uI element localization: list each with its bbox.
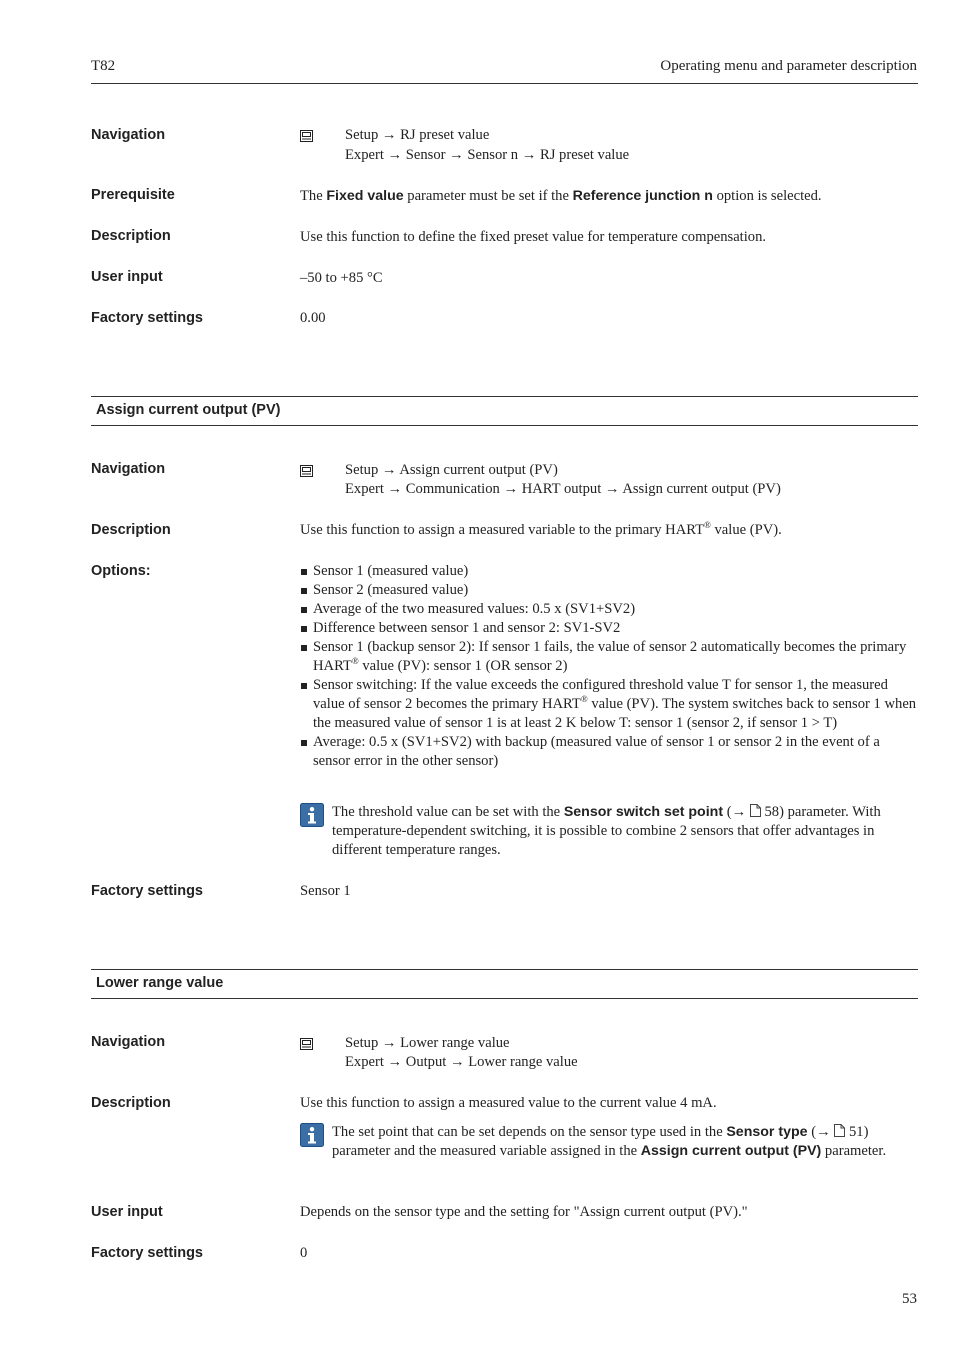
lr-description-label: Description [91,1095,171,1111]
rj-prerequisite-text: The Fixed value parameter must be set if the Reference junction n option is selected. [300,188,822,204]
list-item: Sensor 1 (backup sensor 2): If sensor 1 fails, the value of sensor 2 automatically becomes the primary HART® value (PV): sensor 1 (OR sensor 2) [300,638,918,676]
ao-nav-path-setup: Setup → Assign current output (PV) [345,462,558,478]
device-menu-icon [300,1038,313,1050]
rj-factory-value: 0.00 [300,310,326,326]
lr-nav-path-expert: Expert → Output → Lower range value [345,1054,578,1070]
list-item: Sensor 1 (measured value) [300,562,918,581]
rj-user-input-label: User input [91,269,163,285]
header-chapter: Operating menu and parameter description [660,58,917,74]
page-reference-icon [750,804,761,817]
section-assign-current-output [91,396,918,426]
ao-description-text: Use this function to assign a measured variable to the primary HART® value (PV). [300,520,782,538]
ao-factory-value: Sensor 1 [300,883,351,899]
lr-factory-value: 0 [300,1245,308,1261]
rj-description-text: Use this function to define the fixed preset value for temperature compensation. [300,229,767,245]
ao-options-label: Options: [91,563,151,579]
section-title: Assign current output (PV) [96,402,281,418]
lr-info-note: The set point that can be set depends on the sensor type used in the Sensor type (→ 51) parameter and the measured variable assigned in the Assign current output (PV) parameter. [332,1124,887,1159]
lr-nav-path-setup: Setup → Lower range value [345,1035,510,1051]
rj-factory-label: Factory settings [91,310,203,326]
ao-navigation-label: Navigation [91,461,166,477]
lr-user-input-label: User input [91,1204,163,1220]
rj-user-input-value: –50 to +85 °C [300,270,383,286]
list-item: Sensor switching: If the value exceeds the configured threshold value T for sensor 1, the measured value of sensor 2 becomes the primary HART® value (PV). The system switches back to sensor 1 when the measured value of sensor 1 is at least 2 K below T: sensor 1 (sensor 2, if sensor 1 > T) [300,676,918,733]
ao-nav-path-expert: Expert → Communication → HART output → Assign current output (PV) [345,481,781,497]
rj-prerequisite-label: Prerequisite [91,187,175,203]
page-number: 53 [902,1291,917,1307]
page-reference-icon [834,1124,845,1137]
lr-user-input-value: Depends on the sensor type and the setting for "Assign current output (PV)." [300,1204,748,1220]
section-title: Lower range value [96,975,224,991]
header-product: T82 [91,58,116,74]
lr-navigation-label: Navigation [91,1034,166,1050]
info-icon [300,803,324,827]
lr-factory-label: Factory settings [91,1245,203,1261]
list-item: Average: 0.5 x (SV1+SV2) with backup (measured value of sensor 1 or sensor 2 in the event of a sensor error in the other sensor) [300,733,918,771]
list-item: Sensor 2 (measured value) [300,581,918,600]
ao-factory-label: Factory settings [91,883,203,899]
section-lower-range-value [91,969,918,999]
rj-description-label: Description [91,228,171,244]
lr-description-text: Use this function to assign a measured value to the current value 4 mA. [300,1095,717,1111]
rj-nav-path-setup: Setup → RJ preset value [345,127,490,143]
header-rule [91,83,918,84]
device-menu-icon [300,130,313,142]
rj-nav-path-expert: Expert → Sensor → Sensor n → RJ preset value [345,147,630,163]
list-item: Average of the two measured values: 0.5 x (SV1+SV2) [300,600,918,619]
ao-info-note: The threshold value can be set with the Sensor switch set point (→ 58) parameter. With temperature-dependent switching, it is possible to combine 2 sensors that offer advantages in different temperature ranges. [332,804,881,858]
ao-description-label: Description [91,522,171,538]
list-item: Difference between sensor 1 and sensor 2: SV1-SV2 [300,619,918,638]
rj-navigation-label: Navigation [91,127,166,143]
info-icon [300,1123,324,1147]
ao-options-list [300,562,918,771]
device-menu-icon [300,465,313,477]
